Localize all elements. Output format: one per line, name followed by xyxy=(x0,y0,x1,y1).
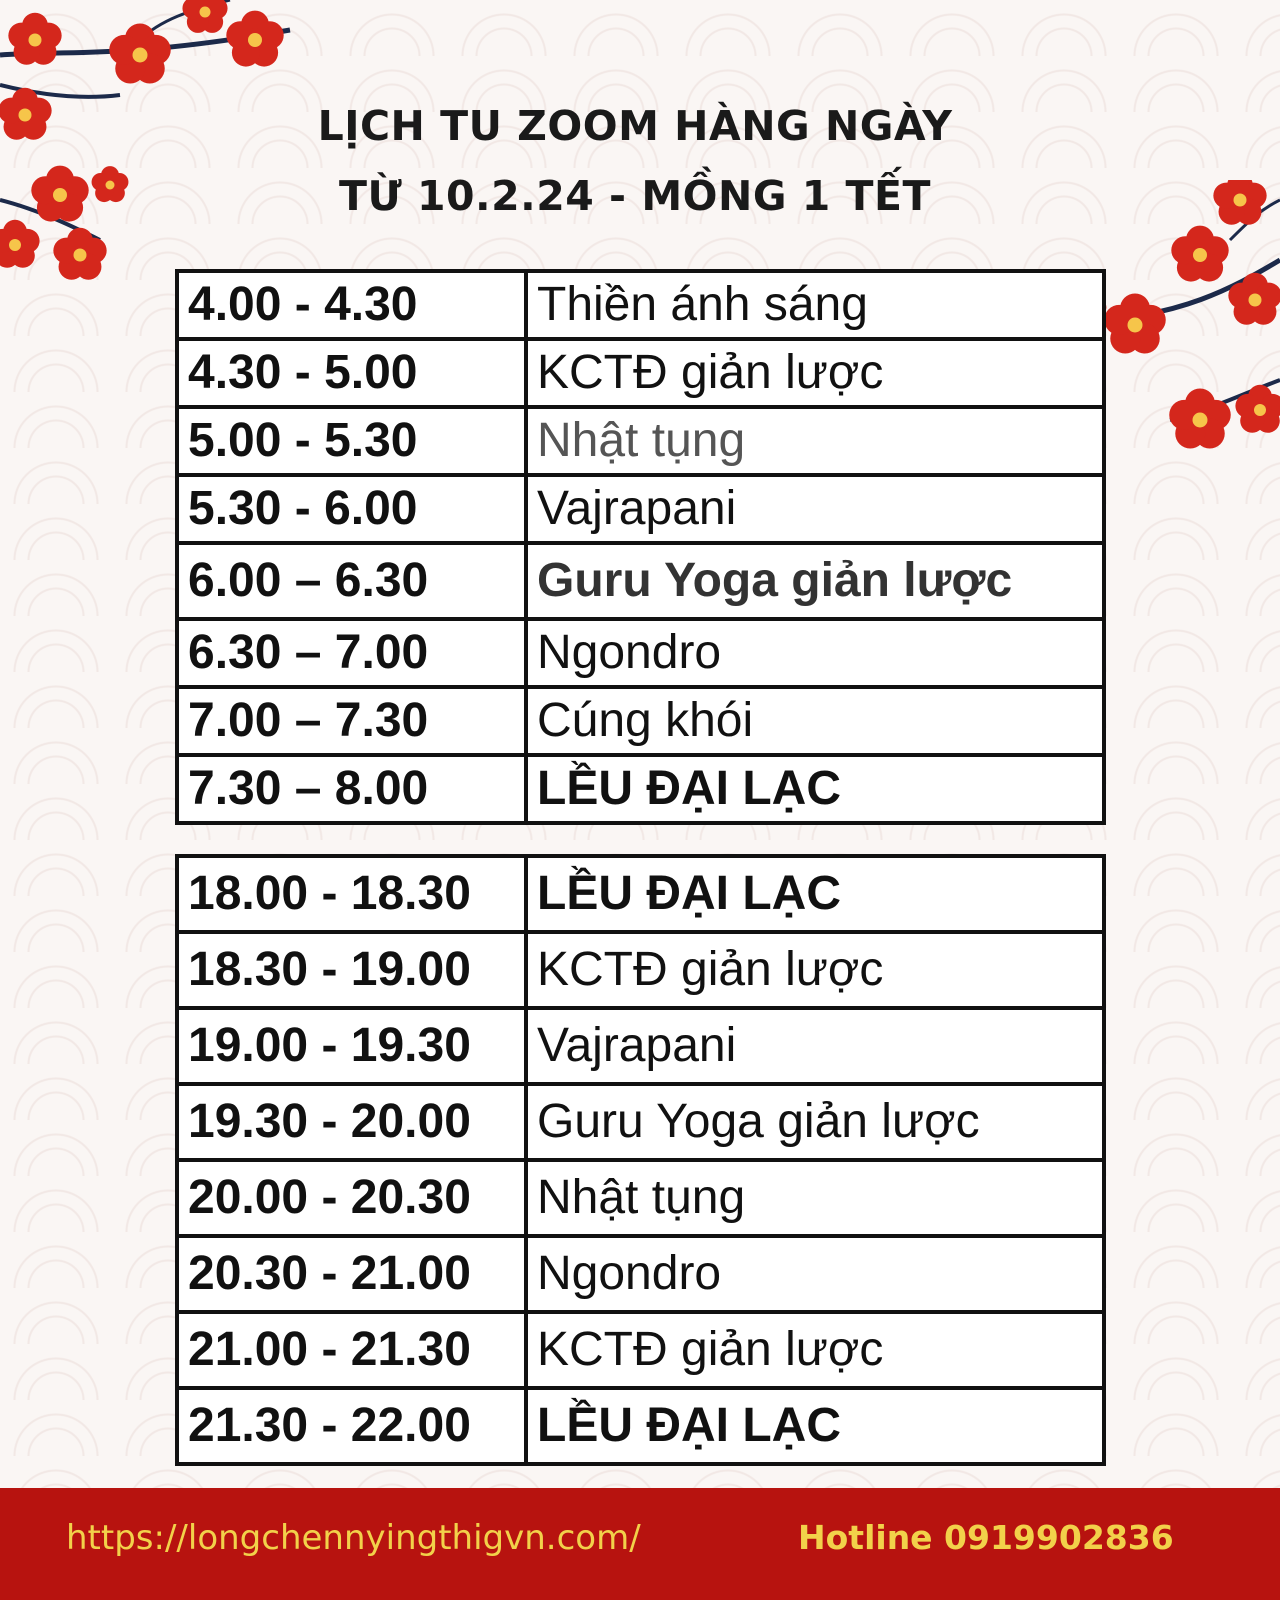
table-row xyxy=(177,755,1104,823)
footer-bar xyxy=(0,1488,1280,1600)
time-cell: 19.30 - 20.00 xyxy=(177,1084,526,1160)
time-cell: 6.30 – 7.00 xyxy=(177,619,526,687)
table-row xyxy=(177,1008,1104,1084)
activity-cell: Ngondro xyxy=(526,619,1104,687)
morning-schedule-table xyxy=(175,269,1106,825)
table-row xyxy=(177,339,1104,407)
hotline-text: Hotline 0919902836 xyxy=(798,1518,1174,1557)
time-cell: 4.00 - 4.30 xyxy=(177,271,526,339)
table-row xyxy=(177,856,1104,932)
table-row xyxy=(177,1160,1104,1236)
table-row xyxy=(177,1236,1104,1312)
table-row xyxy=(177,407,1104,475)
activity-cell: Nhật tụng xyxy=(526,1160,1104,1236)
table-row xyxy=(177,475,1104,543)
time-cell: 18.30 - 19.00 xyxy=(177,932,526,1008)
activity-cell: Thiền ánh sáng xyxy=(526,271,1104,339)
table-row xyxy=(177,1388,1104,1464)
time-cell: 6.00 – 6.30 xyxy=(177,543,526,619)
table-row xyxy=(177,932,1104,1008)
activity-cell: LỀU ĐẠI LẠC xyxy=(526,856,1104,932)
page-title: LỊCH TU ZOOM HÀNG NGÀY xyxy=(317,102,953,150)
time-cell: 4.30 - 5.00 xyxy=(177,339,526,407)
time-cell: 20.30 - 21.00 xyxy=(177,1236,526,1312)
table-row xyxy=(177,619,1104,687)
evening-schedule-table xyxy=(175,854,1106,1466)
table-row xyxy=(177,1084,1104,1160)
plum-blossom-branch-top-left-icon xyxy=(0,0,300,300)
activity-cell: Ngondro xyxy=(526,1236,1104,1312)
activity-cell: Vajrapani xyxy=(526,1008,1104,1084)
activity-cell: KCTĐ giản lược xyxy=(526,1312,1104,1388)
time-cell: 5.30 - 6.00 xyxy=(177,475,526,543)
activity-cell: Cúng khói xyxy=(526,687,1104,755)
time-cell: 21.30 - 22.00 xyxy=(177,1388,526,1464)
activity-cell: Guru Yoga giản lược xyxy=(526,543,1104,619)
activity-cell: Nhật tụng xyxy=(526,407,1104,475)
website-link[interactable]: https://longchennyingthigvn.com/ xyxy=(66,1518,641,1558)
time-cell: 5.00 - 5.30 xyxy=(177,407,526,475)
time-cell: 7.00 – 7.30 xyxy=(177,687,526,755)
table-row xyxy=(177,543,1104,619)
time-cell: 21.00 - 21.30 xyxy=(177,1312,526,1388)
activity-cell: LỀU ĐẠI LẠC xyxy=(526,1388,1104,1464)
time-cell: 18.00 - 18.30 xyxy=(177,856,526,932)
time-cell: 20.00 - 20.30 xyxy=(177,1160,526,1236)
page-subtitle: TỪ 10.2.24 - MỒNG 1 TẾT xyxy=(339,172,931,220)
table-row xyxy=(177,271,1104,339)
time-cell: 19.00 - 19.30 xyxy=(177,1008,526,1084)
time-cell: 7.30 – 8.00 xyxy=(177,755,526,823)
activity-cell: KCTĐ giản lược xyxy=(526,932,1104,1008)
activity-cell: KCTĐ giản lược xyxy=(526,339,1104,407)
table-row xyxy=(177,687,1104,755)
activity-cell: Guru Yoga giản lược xyxy=(526,1084,1104,1160)
activity-cell: Vajrapani xyxy=(526,475,1104,543)
activity-cell: LỀU ĐẠI LẠC xyxy=(526,755,1104,823)
table-row xyxy=(177,1312,1104,1388)
